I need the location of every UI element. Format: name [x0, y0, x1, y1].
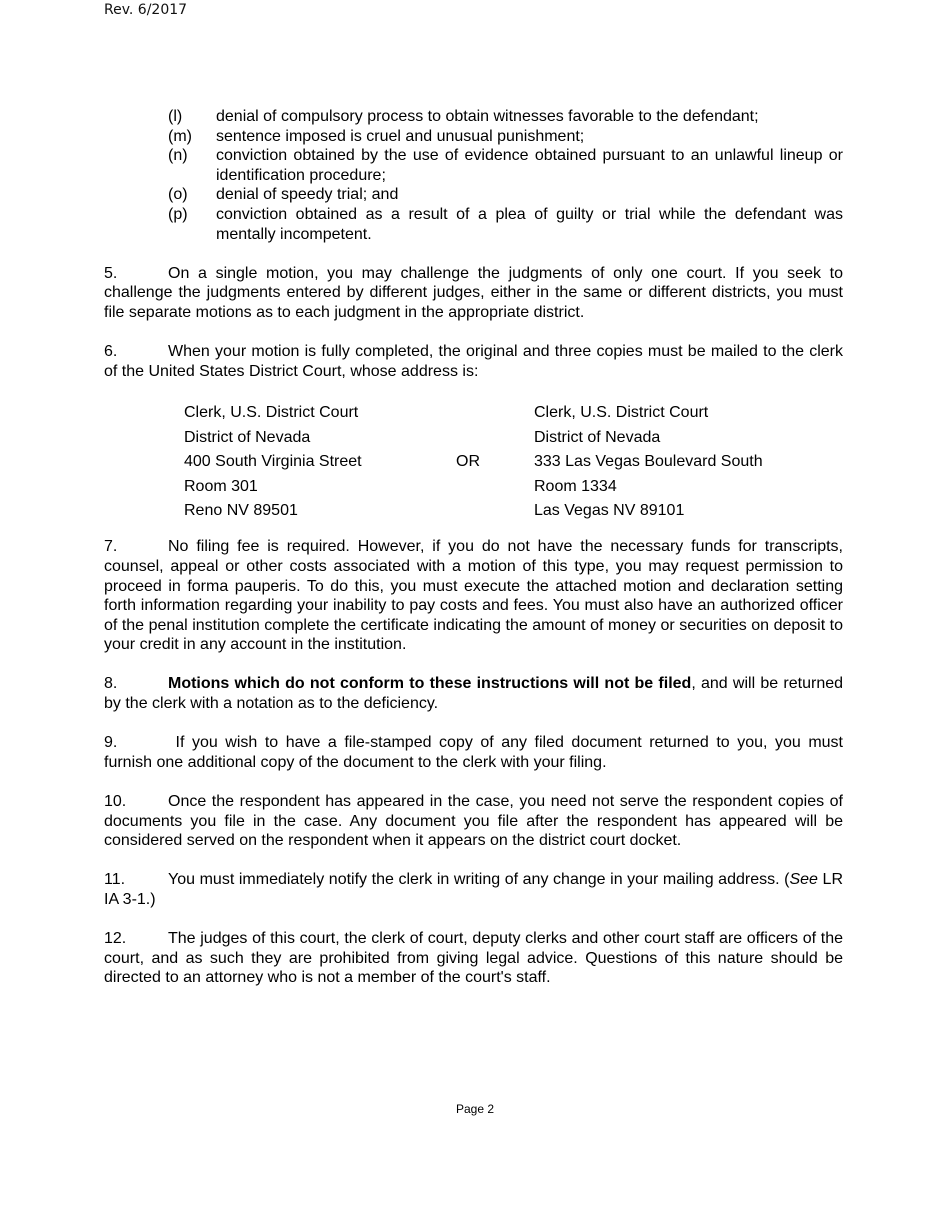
- list-item-label: (m): [168, 127, 192, 145]
- address-line: Room 301: [184, 477, 258, 495]
- address-line: Las Vegas NV 89101: [534, 501, 685, 519]
- address-line: Clerk, U.S. District Court: [534, 404, 709, 422]
- list-item-label: (l): [168, 108, 183, 125]
- list-item-label: (n): [168, 147, 188, 165]
- paragraph-5: [104, 264, 843, 323]
- address-line: District of Nevada: [184, 428, 311, 446]
- list-item-text: conviction obtained by the use of evidence obtained pursuant to an unlawful lineup or identification procedure;: [216, 147, 843, 184]
- revision-label: Rev. 6/2017: [104, 2, 188, 18]
- paragraph-8: [104, 674, 843, 713]
- paragraph-number: 7.: [104, 538, 118, 556]
- paragraph-10: [104, 792, 843, 851]
- paragraph-number: 9.: [104, 734, 118, 752]
- paragraph-text: You must immediately notify the clerk in writing of any change in your mailing address. (: [168, 871, 790, 889]
- paragraph-text: If you wish to have a file-stamped copy of any filed document returned to you, you must furnish one additional copy of the document to the clerk with your filing.: [104, 734, 848, 771]
- list-item: [168, 205, 843, 244]
- list-item-text: conviction obtained as a result of a plea of guilty or trial while the defendant was mentally incompetent.: [216, 205, 843, 243]
- paragraph-number: 8.: [104, 675, 118, 693]
- paragraph-italic-text: See: [789, 871, 818, 889]
- document-body: [104, 107, 848, 988]
- page-number: Page 2: [455, 1102, 495, 1116]
- list-item: [168, 185, 843, 205]
- paragraph-text: , and will be returned by the clerk with a notation as to the deficiency.: [104, 675, 844, 713]
- address-line: Reno NV 89501: [184, 501, 298, 519]
- paragraph-text: No filing fee is required. However, if you do not have the necessary funds for transcripts, counsel, appeal or other costs associated with a motion of this type, you may request permission to proceed in forma pauperis. To do this, you must execute the attached motion and declaration setting forth information regarding your inability to pay costs and fees. You must also have an authorized officer of the penal institution complete the certificate indicating the amount of money or securities on deposit to your credit in any account in the institution.: [104, 538, 843, 654]
- list-item-text: denial of compulsory process to obtain witnesses favorable to the defendant;: [216, 108, 759, 125]
- list-item-label: (p): [168, 205, 188, 223]
- paragraph-7: [104, 537, 843, 655]
- paragraph-text: The judges of this court, the clerk of court, deputy clerks and other court staff are officers of the court, and as such they are prohibited from giving legal advice. Questions of this nature should be directed to an attorney who is not a member of the court's staff.: [104, 930, 843, 987]
- paragraph-9: [104, 733, 848, 772]
- las-vegas-address: [534, 401, 763, 523]
- address-line: District of Nevada: [534, 428, 661, 446]
- list-item: [168, 107, 843, 127]
- list-item: [168, 146, 843, 185]
- paragraph-6: [104, 342, 843, 381]
- paragraph-number: 5.: [104, 264, 118, 282]
- list-item-label: (o): [168, 186, 188, 204]
- paragraph-number: 12.: [104, 930, 127, 948]
- address-line: Clerk, U.S. District Court: [184, 404, 359, 422]
- paragraph-text: On a single motion, you may challenge the judgments of only one court. If you seek to challenge the judgments entered by different judges, either in the same or different districts, you must file separate motions as to each judgment in the appropriate district.: [104, 264, 843, 321]
- list-item-text: sentence imposed is cruel and unusual punishment;: [216, 127, 585, 145]
- paragraph-text: When your motion is fully completed, the original and three copies must be mailed to the clerk of the United States District Court, whose address is:: [104, 343, 843, 380]
- list-item: [168, 127, 843, 147]
- paragraph-number: 11.: [104, 871, 126, 889]
- paragraph-number: 10.: [104, 793, 127, 811]
- paragraph-11: [104, 870, 843, 909]
- paragraph-bold-text: Motions which do not conform to these instructions will not be filed: [168, 675, 692, 693]
- address-line: Room 1334: [534, 477, 617, 495]
- clerk-addresses: [104, 401, 843, 521]
- paragraph-text: Once the respondent has appeared in the case, you need not serve the respondent copies of documents you file in the case. Any document you file after the respondent has appeared will be considered served on the respondent when it appears on the district court docket.: [104, 793, 843, 850]
- grounds-list: [168, 107, 843, 244]
- or-separator: OR: [456, 453, 480, 471]
- list-item-text: denial of speedy trial; and: [216, 186, 399, 204]
- paragraph-text-end: LR IA 3-1.): [104, 871, 843, 908]
- address-line: 400 South Virginia Street: [184, 453, 362, 471]
- paragraph-number: 6.: [104, 343, 118, 361]
- address-line: 333 Las Vegas Boulevard South: [534, 453, 763, 471]
- paragraph-12: [104, 929, 843, 988]
- reno-address: [184, 401, 362, 523]
